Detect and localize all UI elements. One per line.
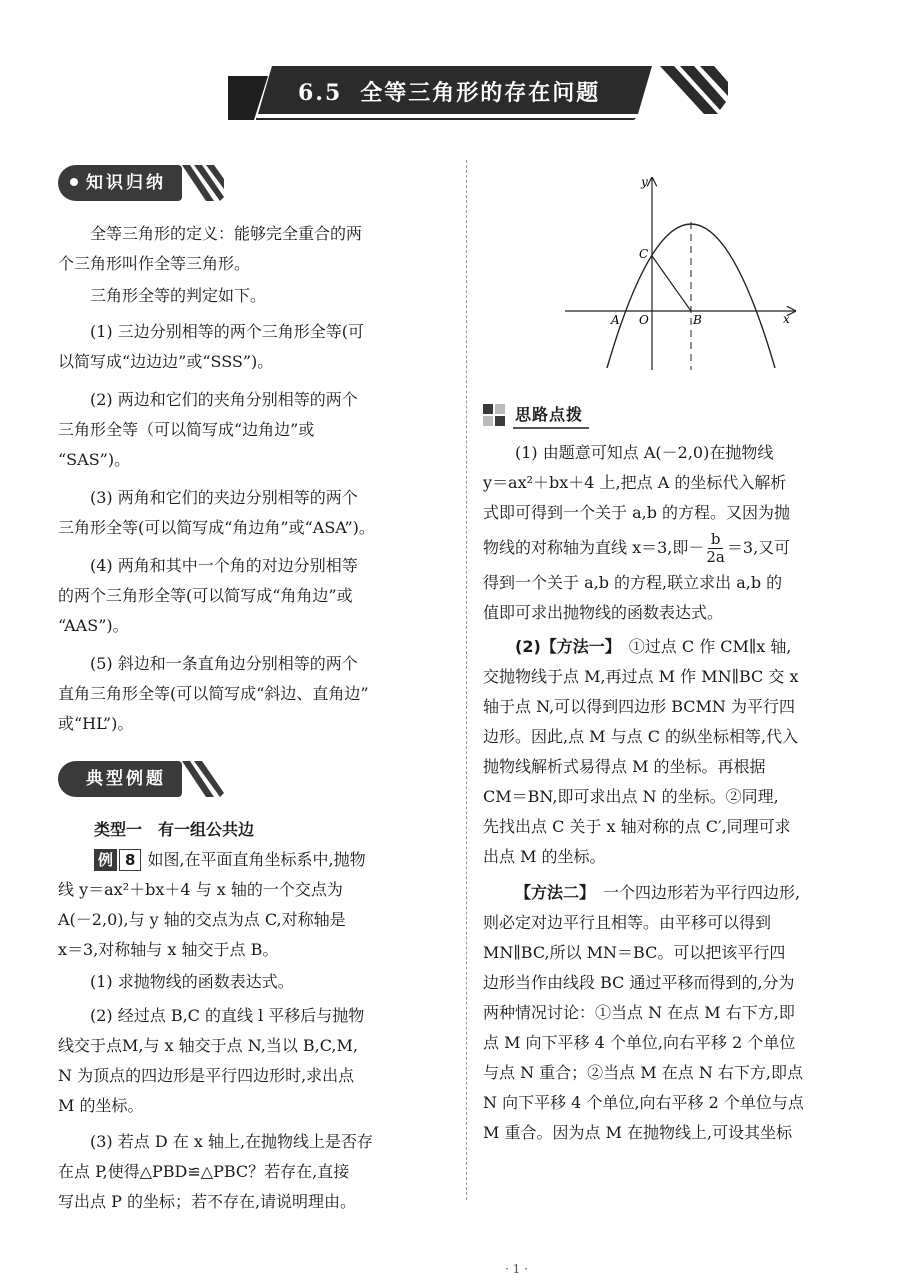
method-one-line: CM＝BN,即可求出点 N 的坐标。②同理, xyxy=(483,787,779,806)
method-two-line: 与点 N 重合；②当点 M 在点 N 右下方,即点 xyxy=(483,1063,803,1082)
right-column xyxy=(483,170,879,1148)
fraction-denominator: 2a xyxy=(706,548,725,566)
hint-line xyxy=(483,528,879,568)
method-two-line: MN∥BC,所以 MN＝BC。可以把该平行四 xyxy=(483,943,786,962)
question-line: 在点 P,使得△PBD≌△PBC？若存在,直接 xyxy=(58,1162,350,1181)
method-two-label: 【方法二】 xyxy=(515,883,588,902)
rule-line: (2) 两边和它们的夹角分别相等的两个 xyxy=(90,390,358,409)
checker-icon xyxy=(483,404,509,426)
question-line: (3) 若点 D 在 x 轴上,在抛物线上是否存 xyxy=(90,1132,374,1151)
rule-line: 或“HL”)。 xyxy=(58,714,134,733)
rule-line: (5) 斜边和一条直角边分别相等的两个 xyxy=(90,654,358,673)
example-line xyxy=(58,845,452,875)
point-b-label: B xyxy=(693,313,702,327)
knowledge-tag-label: 知识归纳 xyxy=(86,173,166,193)
section-banner xyxy=(228,66,728,120)
question-line: (2) 经过点 B,C 的直线 l 平移后与抛物 xyxy=(90,1006,365,1025)
section-number: 6.5 xyxy=(298,80,343,106)
method-two-line: 点 M 向下平移 4 个单位,向右平移 2 个单位 xyxy=(483,1033,796,1052)
rule-line: 的两个三角形全等(可以简写成“角角边”或 xyxy=(58,586,353,605)
method-two-line: N 向下平移 4 个单位,向右平移 2 个单位与点 xyxy=(483,1093,804,1112)
segment-cb xyxy=(652,256,691,311)
method-two-line xyxy=(483,878,879,908)
hint-text: ＝3,又可 xyxy=(726,538,791,557)
section-title-text: 全等三角形的存在问题 xyxy=(360,81,601,106)
point-c-label: C xyxy=(639,247,649,261)
rule-line: “SAS”)。 xyxy=(58,450,131,469)
method-one-line xyxy=(483,632,879,662)
example-tag xyxy=(58,761,182,797)
hint-line: (1) 由题意可知点 A(－2,0)在抛物线 xyxy=(515,443,774,462)
hint-line: 得到一个关于 a,b 的方程,联立求出 a,b 的 xyxy=(483,573,783,592)
method-one-text: ①过点 C 作 CM∥x 轴, xyxy=(628,637,792,656)
example-line: A(－2,0),与 y 轴的交点为点 C,对称轴是 xyxy=(58,910,346,929)
hint-line: y＝ax²＋bx＋4 上,把点 A 的坐标代入解析 xyxy=(483,473,787,492)
question-line: (1) 求抛物线的函数表达式。 xyxy=(90,972,294,991)
method-one-line: 边形。因此,点 M 与点 C 的纵坐标相等,代入 xyxy=(483,727,799,746)
method-one-line: 出点 M 的坐标。 xyxy=(483,847,606,866)
parabola-figure xyxy=(483,170,879,380)
rule-line: (1) 三边分别相等的两个三角形全等(可 xyxy=(90,322,364,341)
bullet-dot-icon xyxy=(70,178,78,186)
type-title: 类型一 有一组公共边 xyxy=(94,820,255,839)
x-axis-label: x xyxy=(783,312,790,326)
knowledge-tag xyxy=(58,165,182,201)
method-two-line: 两种情况讨论：①当点 N 在点 M 右下方,即 xyxy=(483,1003,795,1022)
fraction xyxy=(706,531,725,566)
y-axis-label: y xyxy=(641,175,648,189)
stripes-icon xyxy=(180,761,224,797)
rule-line: “AAS”)。 xyxy=(58,616,129,635)
parabola-graph xyxy=(483,170,879,380)
example-tag-label: 典型例题 xyxy=(86,769,166,789)
hint-text: 物线的对称轴为直线 x＝3,即－ xyxy=(483,538,705,557)
example-text: 如图,在平面直角坐标系中,抛物 xyxy=(147,850,366,869)
column-divider xyxy=(466,160,467,1200)
example-line: 线 y＝ax²＋bx＋4 与 x 轴的一个交点为 xyxy=(58,880,343,899)
method-one-line: 抛物线解析式易得点 M 的坐标。再根据 xyxy=(483,757,766,776)
method-two-text: 一个四边形若为平行四边形, xyxy=(603,883,801,902)
rule-line: (4) 两角和其中一个角的对边分别相等 xyxy=(90,556,358,575)
page-number: · 1 · xyxy=(505,1262,528,1276)
method-two-line: 则必定对边平行且相等。由平移可以得到 xyxy=(483,913,772,932)
hint-line: 式即可得到一个关于 a,b 的方程。又因为抛 xyxy=(483,503,791,522)
judge-intro: 三角形全等的判定如下。 xyxy=(90,286,267,305)
question-line: 写出点 P 的坐标；若不存在,请说明理由。 xyxy=(58,1192,357,1211)
section-title xyxy=(298,76,600,110)
question-line: M 的坐标。 xyxy=(58,1096,144,1115)
example-label: 例 xyxy=(94,849,117,871)
method-two-line: 边形当作由线段 BC 通过平移而得到的,分为 xyxy=(483,973,795,992)
definition-line: 个三角形叫作全等三角形。 xyxy=(58,254,251,273)
example-line: x＝3,对称轴与 x 轴交于点 B。 xyxy=(58,940,279,959)
method-one-line: 交抛物线于点 M,再过点 M 作 MN∥BC 交 x xyxy=(483,667,799,686)
fraction-numerator: b xyxy=(708,531,724,549)
rule-line: (3) 两角和它们的夹边分别相等的两个 xyxy=(90,488,358,507)
method-one-label: (2)【方法一】 xyxy=(515,637,613,656)
method-one-line: 先找出点 C 关于 x 轴对称的点 C′,同理可求 xyxy=(483,817,791,836)
example-number: 8 xyxy=(119,849,141,871)
method-one-line: 轴于点 N,可以得到四边形 BCMN 为平行四 xyxy=(483,697,796,716)
method-two-line: M 重合。因为点 M 在抛物线上,可设其坐标 xyxy=(483,1123,793,1142)
left-column xyxy=(58,165,452,1217)
hint-heading xyxy=(483,398,879,432)
rule-line: 以简写成“边边边”或“SSS”)。 xyxy=(58,352,274,371)
question-line: N 为顶点的四边形是平行四边形时,求出点 xyxy=(58,1066,355,1085)
hint-line: 值即可求出抛物线的函数表达式。 xyxy=(483,603,724,622)
question-line: 线交于点M,与 x 轴交于点 N,当以 B,C,M, xyxy=(58,1036,358,1055)
rule-line: 三角形全等(可以简写成“角边角”或“ASA”)。 xyxy=(58,518,375,537)
stripes-icon xyxy=(180,165,224,201)
definition-line: 全等三角形的定义：能够完全重合的两 xyxy=(90,224,363,243)
hint-title: 思路点拨 xyxy=(513,402,589,429)
rule-line: 直角三角形全等(可以简写成“斜边、直角边” xyxy=(58,684,369,703)
point-o-label: O xyxy=(639,313,649,327)
rule-line: 三角形全等（可以简写成“边角边”或 xyxy=(58,420,315,439)
point-a-label: A xyxy=(611,313,620,327)
